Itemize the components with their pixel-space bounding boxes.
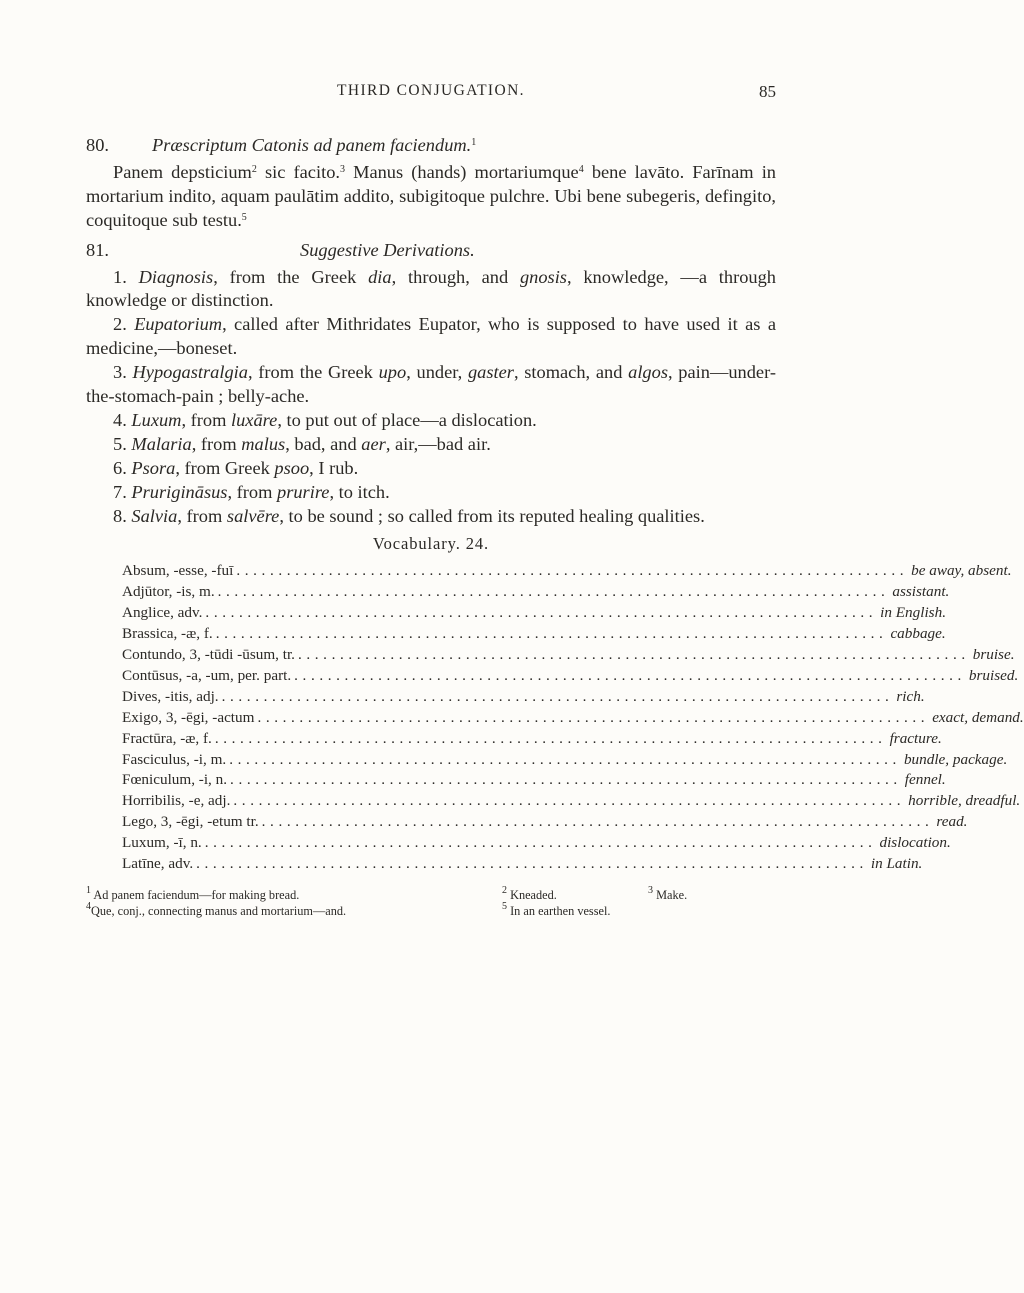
derivation-text: , bad, and [285, 433, 362, 454]
vocab-latin: Contūsus, -a, -um, per. part. [122, 666, 292, 684]
footnote-text: In an earthen vessel. [507, 904, 611, 918]
derivation-text: 8. [113, 505, 132, 526]
derivation-text: , from [181, 409, 231, 430]
dot-leader: ................................................................................ [214, 729, 887, 747]
vocabulary-title: Vocabulary. 24. [372, 533, 490, 553]
term-italic: gaster [467, 362, 514, 383]
dot-leader: ................................................................................ [236, 562, 909, 580]
term-italic: luxāre [231, 409, 278, 430]
term-italic: Luxum [131, 409, 182, 430]
dot-leader: ................................................................................ [294, 666, 966, 684]
section-80-heading [86, 134, 776, 158]
derivation-item [86, 313, 776, 361]
derivation-item [86, 481, 776, 505]
derivation-text: , stomach, and [513, 362, 629, 383]
running-title: THIRD CONJUGATION. [337, 82, 525, 99]
derivation-text: 4. [113, 409, 132, 430]
paragraph-text: Manus (hands) mortariumque [344, 161, 579, 182]
vocab-english: rich. [896, 687, 925, 705]
footnote-ref: 4 [578, 163, 584, 175]
vocab-row [122, 645, 1015, 666]
dot-leader: ................................................................................ [229, 750, 901, 768]
vocab-latin: Adjūtor, -is, m. [122, 583, 215, 601]
dot-leader: ................................................................................ [257, 708, 930, 726]
term-italic: Diagnosis [138, 266, 214, 287]
footnote-mark: 1 [86, 885, 91, 896]
derivation-text: 5. [113, 433, 132, 454]
term-italic: malus [241, 433, 286, 454]
vocab-latin: Dives, -itis, adj. [122, 687, 219, 705]
vocab-row [122, 854, 923, 875]
footnote-2 [502, 887, 648, 903]
page-number: 85 [759, 82, 776, 101]
derivation-text: , pain—under-the-stomach-pain ; belly-ache. [86, 362, 776, 407]
vocab-latin: Brassica, -æ, f. [122, 625, 213, 643]
derivation-text: 1. [113, 266, 139, 287]
footnote-row [86, 887, 776, 903]
term-italic: Salvia [131, 505, 178, 526]
derivation-text: , I rub. [309, 457, 359, 478]
derivation-text: , knowledge, —a through knowledge or distinction. [86, 266, 776, 311]
footnotes [86, 887, 776, 919]
vocab-latin: Anglice, adv. [122, 604, 203, 622]
footnote-text: Que, conj., connecting manus and mortarium—and. [91, 904, 347, 918]
term-italic: psoo [274, 457, 310, 478]
vocab-row [122, 791, 1021, 812]
vocab-english: assistant. [892, 583, 950, 601]
vocab-latin: Fasciculus, -i, m. [122, 750, 227, 768]
vocab-english: bundle, package. [903, 750, 1008, 768]
footnote-text: Make. [653, 888, 688, 902]
term-italic: gnosis [519, 266, 567, 287]
footnote-row [86, 903, 776, 919]
vocab-row [122, 708, 1024, 729]
vocab-latin: Contundo, 3, -tūdi -ūsum, tr. [122, 646, 295, 664]
term-italic: Eupatorium [134, 314, 223, 335]
dot-leader: ................................................................................ [297, 646, 970, 664]
dot-leader: ................................................................................ [204, 834, 877, 852]
derivation-text: , from [227, 481, 277, 502]
footnote-text: Kneaded. [507, 888, 557, 902]
dot-leader: ................................................................................ [196, 855, 868, 873]
derivation-text: , to itch. [329, 481, 390, 502]
footnote-ref: 5 [241, 211, 247, 223]
derivation-text: , from Greek [175, 457, 275, 478]
paragraph-text: Panem depsticium [113, 161, 252, 182]
section-number: 81. [86, 239, 109, 260]
derivation-text: , to be sound ; so called from its reputed healing qualities. [279, 505, 705, 526]
dot-leader: ................................................................................ [205, 604, 878, 622]
derivation-text: 2. [113, 314, 135, 335]
derivation-text: , from the Greek [213, 266, 369, 287]
vocab-latin: Absum, -esse, -fuī [122, 562, 234, 580]
dot-leader: ................................................................................ [230, 771, 902, 789]
section-number: 80. [86, 135, 109, 155]
derivation-text: , under, [406, 362, 468, 383]
dot-leader: ................................................................................ [221, 687, 894, 705]
term-italic: Hypogastralgia [132, 362, 248, 383]
derivation-text: , through, and [391, 266, 520, 287]
page-body [86, 128, 1024, 919]
dot-leader: ................................................................................ [217, 583, 890, 601]
footnote-mark: 3 [648, 885, 653, 896]
vocab-row [122, 561, 1012, 582]
term-italic: Prurigināsus [131, 481, 228, 502]
dot-leader: ................................................................................ [233, 792, 906, 810]
derivation-item [86, 266, 776, 314]
vocab-english: horrible, dreadful. [908, 792, 1021, 810]
vocab-row [122, 687, 925, 708]
term-italic: salvēre [226, 505, 280, 526]
vocab-english: in Latin. [870, 855, 923, 873]
term-italic: dia [368, 266, 392, 287]
derivation-text: 6. [113, 457, 132, 478]
footnote-ref: 2 [251, 163, 257, 175]
vocab-english: fracture. [889, 729, 942, 747]
derivation-text: , to put out of place—a dislocation. [277, 409, 537, 430]
vocab-english: bruise. [972, 646, 1015, 664]
vocab-row [122, 750, 1008, 771]
footnote-1 [86, 887, 502, 903]
derivation-item [86, 457, 776, 481]
derivation-text: 3. [113, 362, 133, 383]
paragraph-text: sic facito. [256, 161, 340, 182]
section-title: Præscriptum Catonis ad panem faciendum. [152, 135, 472, 155]
footnote-4 [86, 903, 502, 919]
vocab-english: dislocation. [879, 834, 951, 852]
derivations-list [86, 266, 776, 529]
derivation-text: 7. [113, 481, 132, 502]
vocab-latin: Fœniculum, -i, n. [122, 771, 228, 789]
vocab-row [122, 833, 951, 854]
vocab-row [122, 729, 942, 750]
term-italic: Psora [131, 457, 176, 478]
vocab-latin: Fractūra, -æ, f. [122, 729, 212, 747]
term-italic: algos [628, 362, 668, 383]
term-italic: upo [378, 362, 407, 383]
recipe-paragraph [86, 161, 776, 233]
footnote-mark: 5 [502, 901, 507, 912]
vocab-latin: Lego, 3, -ēgi, -etum tr. [122, 813, 259, 831]
vocab-row [122, 624, 946, 645]
paragraph-text: bene lavāto. Farīnam in mortarium indito, aquam paulātim addito, subigitoque pulchre. Ubi bene subegeris, defingito, coquitoque sub testu. [86, 161, 776, 230]
section-81-heading [86, 239, 776, 263]
derivation-item [86, 505, 776, 529]
vocab-latin: Luxum, -ī, n. [122, 834, 202, 852]
footnote-3 [648, 887, 776, 903]
section-title: Suggestive Derivations. [300, 239, 475, 260]
vocab-latin: Horribilis, -e, adj. [122, 792, 231, 810]
vocab-english: bruised. [968, 666, 1019, 684]
footnote-mark: 4 [86, 901, 91, 912]
footnote-ref: 1 [471, 137, 477, 148]
vocab-english: cabbage. [890, 625, 946, 643]
vocab-english: exact, demand. [932, 708, 1024, 726]
vocab-row [122, 603, 946, 624]
vocab-row [122, 666, 1019, 687]
footnote-mark: 2 [502, 885, 507, 896]
derivation-text: , called after Mithridates Eupator, who is supposed to have used it as a medicine,—boneset. [86, 314, 777, 359]
vocab-english: in English. [880, 604, 946, 622]
vocab-latin: Exigo, 3, -ēgi, -actum [122, 708, 255, 726]
dot-leader: ................................................................................ [261, 813, 934, 831]
vocab-english: read. [936, 813, 968, 831]
term-italic: Malaria [131, 433, 192, 454]
page-header [86, 82, 776, 108]
vocab-english: fennel. [904, 771, 946, 789]
derivation-text: , from [191, 433, 242, 454]
term-italic: aer [361, 433, 386, 454]
footnote-ref: 3 [339, 163, 345, 175]
vocab-row [122, 812, 968, 833]
derivation-item [86, 433, 776, 457]
derivation-text: , air,—bad air. [385, 433, 491, 454]
derivation-item [86, 361, 776, 409]
term-italic: prurire [277, 481, 330, 502]
vocab-row [122, 770, 946, 791]
footnote-text: Ad panem faciendum—for making bread. [91, 888, 300, 902]
vocab-english: be away, absent. [911, 562, 1012, 580]
vocab-row [122, 582, 950, 603]
derivation-text: , from the Greek [247, 362, 379, 383]
vocabulary-list [122, 561, 1024, 875]
footnote-5 [502, 903, 776, 919]
derivation-text: , from [177, 505, 227, 526]
dot-leader: ................................................................................ [215, 625, 888, 643]
derivation-item [86, 409, 776, 433]
vocab-latin: Latīne, adv. [122, 855, 194, 873]
